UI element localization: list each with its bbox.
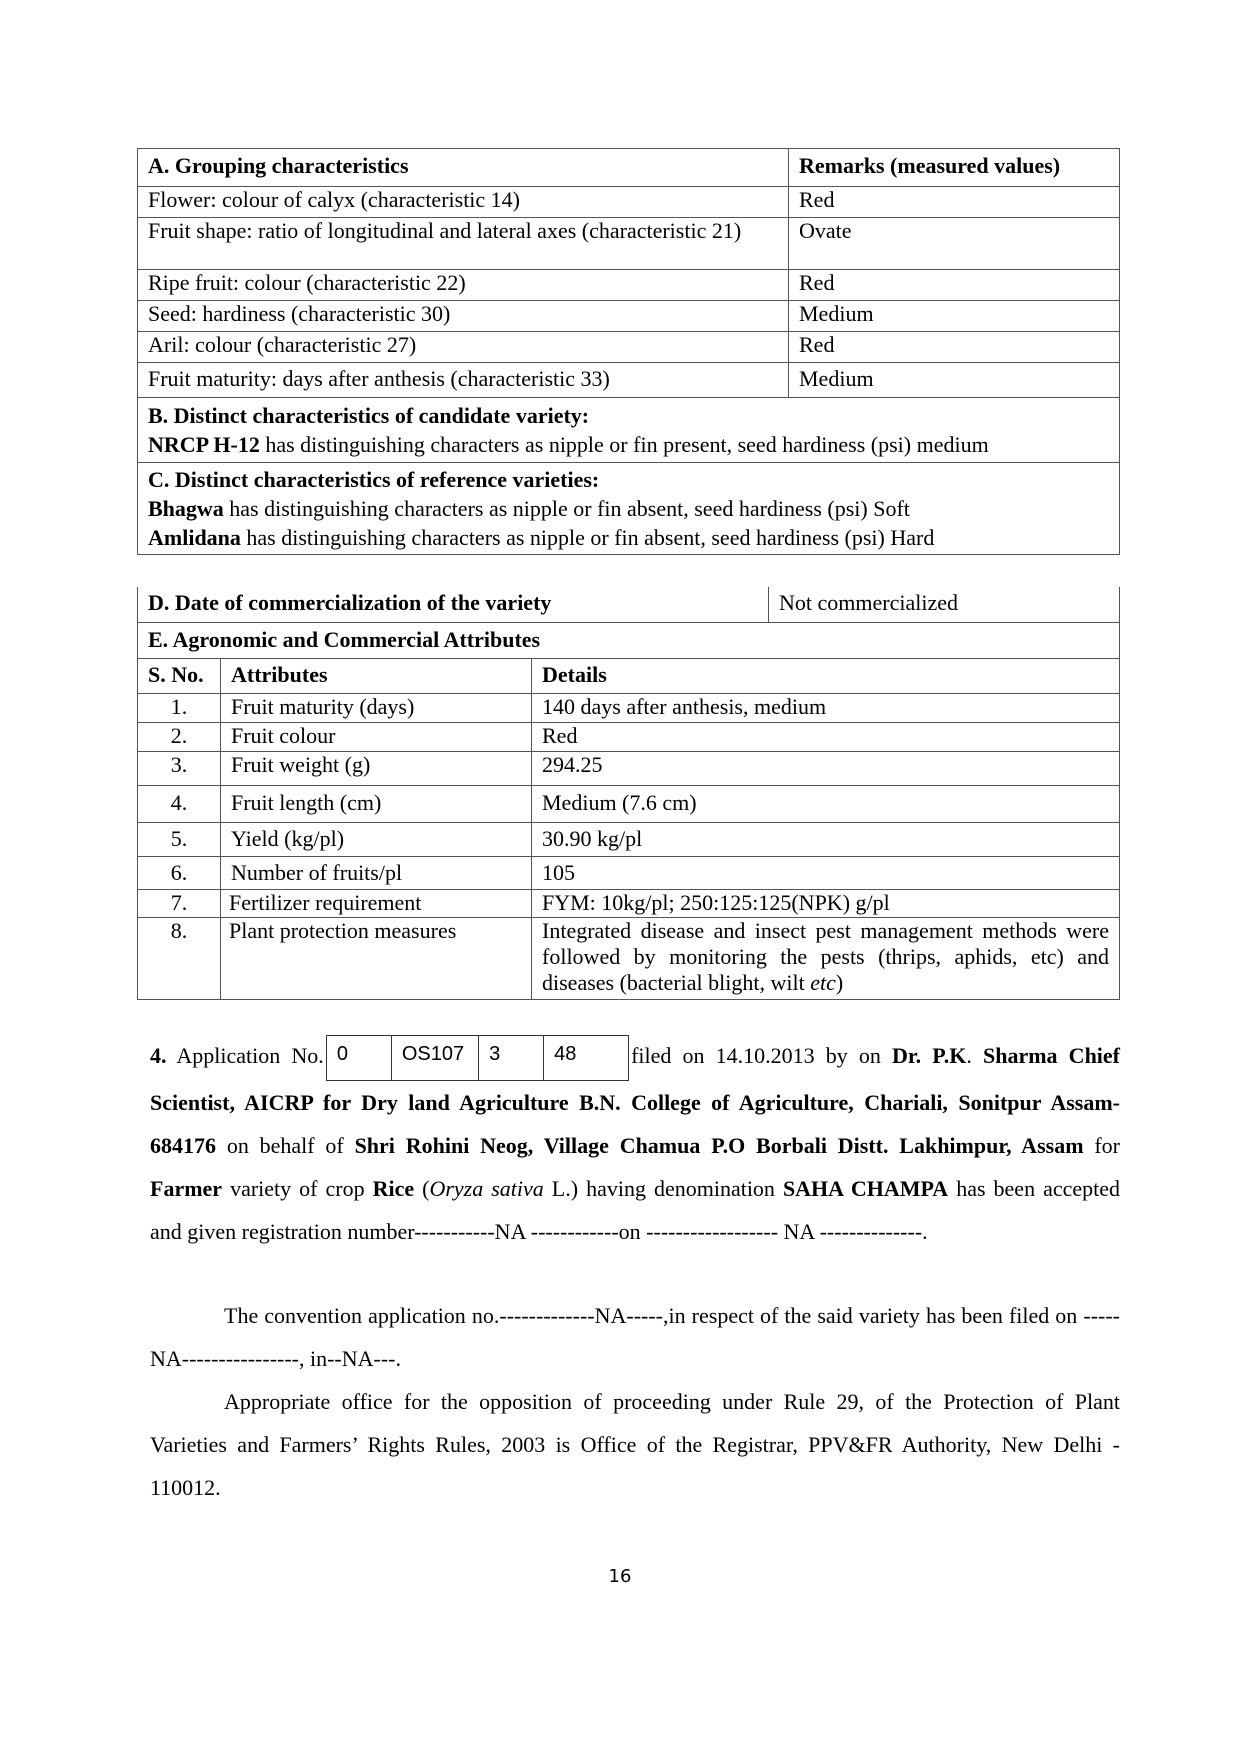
characteristic-cell: Seed: hardiness (characteristic 30): [138, 301, 789, 332]
table-header-row: [138, 149, 1120, 187]
app-box-2: OS107: [392, 1036, 479, 1080]
table-row: [138, 693, 1120, 722]
attribute-cell: Yield (kg/pl): [221, 822, 532, 856]
table-row: [138, 785, 1120, 822]
section-c-row: [138, 463, 1120, 555]
details-cell: FYM: 10kg/pl; 250:125:125(NPK) g/pl: [532, 889, 1120, 917]
attribute-cell: Number of fruits/pl: [221, 856, 532, 889]
sno-cell: 7.: [138, 889, 221, 917]
value-cell: Medium: [789, 301, 1120, 332]
candidate-variety-text: NRCP H-12 has distinguishing characters as nipple or fin present, seed hardiness (psi) medium: [148, 432, 989, 457]
table-row: [138, 751, 1120, 785]
details-cell: 140 days after anthesis, medium: [532, 693, 1120, 722]
candidate-variety-name: NRCP H-12: [148, 432, 260, 457]
section-b-row: [138, 398, 1120, 463]
value-cell: Medium: [789, 363, 1120, 398]
attributes-header-row: [138, 659, 1120, 693]
section-c-header: C. Distinct characteristics of reference varieties:: [148, 467, 600, 492]
attribute-cell: Fruit weight (g): [221, 751, 532, 785]
grouping-characteristics-table: [137, 148, 1120, 555]
crop-name: Rice: [372, 1175, 415, 1201]
denomination: SAHA CHAMPA: [782, 1175, 949, 1201]
table-row: [138, 889, 1120, 917]
details-header: Details: [532, 659, 1120, 693]
opposition-paragraph: Appropriate office for the opposition of proceeding under Rule 29, of the Protection of Plant Varieties and Farmers’ Rights Rules, 2003 is Office of the Registrar, PPV&FR Authority, New Delhi - 110012.: [150, 1389, 1120, 1500]
page-number: 16: [608, 1566, 632, 1587]
value-cell: Red: [789, 332, 1120, 363]
sno-header: S. No.: [138, 659, 221, 693]
applicant-details: Sharma Chief Scientist, AICRP for Dry land Agriculture B.N. College of Agriculture, Chariali, Sonitpur Assam- 684176: [150, 1043, 1121, 1158]
reference-variety-name: Bhagwa: [148, 496, 224, 521]
attributes-table: [137, 659, 1120, 1000]
table-row: [138, 363, 1120, 398]
sno-cell: 8.: [138, 917, 221, 999]
attribute-cell: Fertilizer requirement: [221, 889, 532, 917]
attribute-cell: Plant protection measures: [221, 917, 532, 999]
reference-variety-text: Amlidana has distinguishing characters as nipple or fin absent, seed hardiness (psi) Hard: [148, 525, 935, 550]
table-row: [138, 270, 1120, 301]
section-c-cell: [138, 463, 1120, 555]
app-box-4: 48: [554, 1042, 577, 1065]
section-d-row: [138, 587, 1120, 622]
sno-cell: 2.: [138, 722, 221, 751]
convention-paragraph: The convention application no.-------------NA-----,in respect of the said variety has been filed on -----NA----------------, in--NA---.: [150, 1303, 1120, 1371]
grouping-header: A. Grouping characteristics: [138, 149, 789, 187]
table-row: [138, 722, 1120, 751]
characteristic-cell: Aril: colour (characteristic 27): [138, 332, 789, 363]
characteristic-cell: Flower: colour of calyx (characteristic 14): [138, 187, 789, 218]
value-cell: Ovate: [789, 218, 1120, 270]
sno-cell: 4.: [138, 785, 221, 822]
section-b-cell: [138, 398, 1120, 463]
details-cell: Medium (7.6 cm): [532, 785, 1120, 822]
table-row: [138, 218, 1120, 270]
section-e-header-row: [138, 622, 1120, 658]
app-box-1: 0: [327, 1036, 392, 1080]
commercialization-label: D. Date of commercialization of the variety: [138, 587, 769, 622]
attributes-header: Attributes: [221, 659, 532, 693]
details-cell: Red: [532, 722, 1120, 751]
details-cell: Integrated disease and insect pest management methods were followed by monitoring the pests (thrips, aphids, etc) and diseases (bacterial blight, wilt etc): [532, 917, 1120, 999]
commercialization-value: Not commercialized: [769, 587, 1120, 622]
attribute-cell: Fruit length (cm): [221, 785, 532, 822]
scientific-name: Oryza sativa: [429, 1175, 544, 1201]
farmer-details: Shri Rohini Neog, Village Chamua P.O Borbali Distt. Lakhimpur, Assam: [354, 1132, 1084, 1158]
application-number-boxes: [326, 1035, 629, 1081]
details-cell: 294.25: [532, 751, 1120, 785]
characteristic-cell: Fruit shape: ratio of longitudinal and lateral axes (characteristic 21): [138, 218, 789, 270]
attribute-cell: Fruit maturity (days): [221, 693, 532, 722]
variety-type: Farmer: [150, 1175, 223, 1201]
table-row: [138, 822, 1120, 856]
details-cell: 30.90 kg/pl: [532, 822, 1120, 856]
section-e-header: E. Agronomic and Commercial Attributes: [138, 622, 1120, 658]
value-cell: Red: [789, 187, 1120, 218]
app-box-3: 3: [479, 1036, 544, 1080]
reference-variety-name: Amlidana: [148, 525, 241, 550]
commercialization-table: [137, 587, 1120, 659]
sno-cell: 3.: [138, 751, 221, 785]
table-row: [138, 332, 1120, 363]
applicant-name: Dr. P.K: [892, 1043, 967, 1068]
reference-variety-text: Bhagwa has distinguishing characters as nipple or fin absent, seed hardiness (psi) Soft: [148, 496, 910, 521]
attribute-cell: Fruit colour: [221, 722, 532, 751]
characteristic-cell: Ripe fruit: colour (characteristic 22): [138, 270, 789, 301]
remarks-header: Remarks (measured values): [789, 149, 1120, 187]
table-row: [138, 917, 1120, 999]
value-cell: Red: [789, 270, 1120, 301]
application-paragraph: 4. Application No. 0 OS107 3 48 filed on 14.10.2013 by on Dr. P.K. Sharma Chief Scientist, AICRP for Dry land Agriculture B.N. College of Agriculture, Chariali, Sonitpur Assam- 684176 on behalf of Shri Rohini Neog, Village Chamua P.O Borbali Distt. Lakhimpur, Assam for Farmer variety of crop Rice (Oryza sativa L.) having denomination SAHA CHAMPA has been accepted and given registration number-----------NA ------------on ------------------ NA --------------.: [150, 1034, 1120, 1253]
table-row: [138, 301, 1120, 332]
sno-cell: 1.: [138, 693, 221, 722]
section-b-header: B. Distinct characteristics of candidate variety:: [148, 403, 590, 428]
application-number-label: 4.: [150, 1043, 167, 1068]
details-cell: 105: [532, 856, 1120, 889]
characteristic-cell: Fruit maturity: days after anthesis (characteristic 33): [138, 363, 789, 398]
table-row: [138, 856, 1120, 889]
sno-cell: 5.: [138, 822, 221, 856]
sno-cell: 6.: [138, 856, 221, 889]
table-row: [138, 187, 1120, 218]
